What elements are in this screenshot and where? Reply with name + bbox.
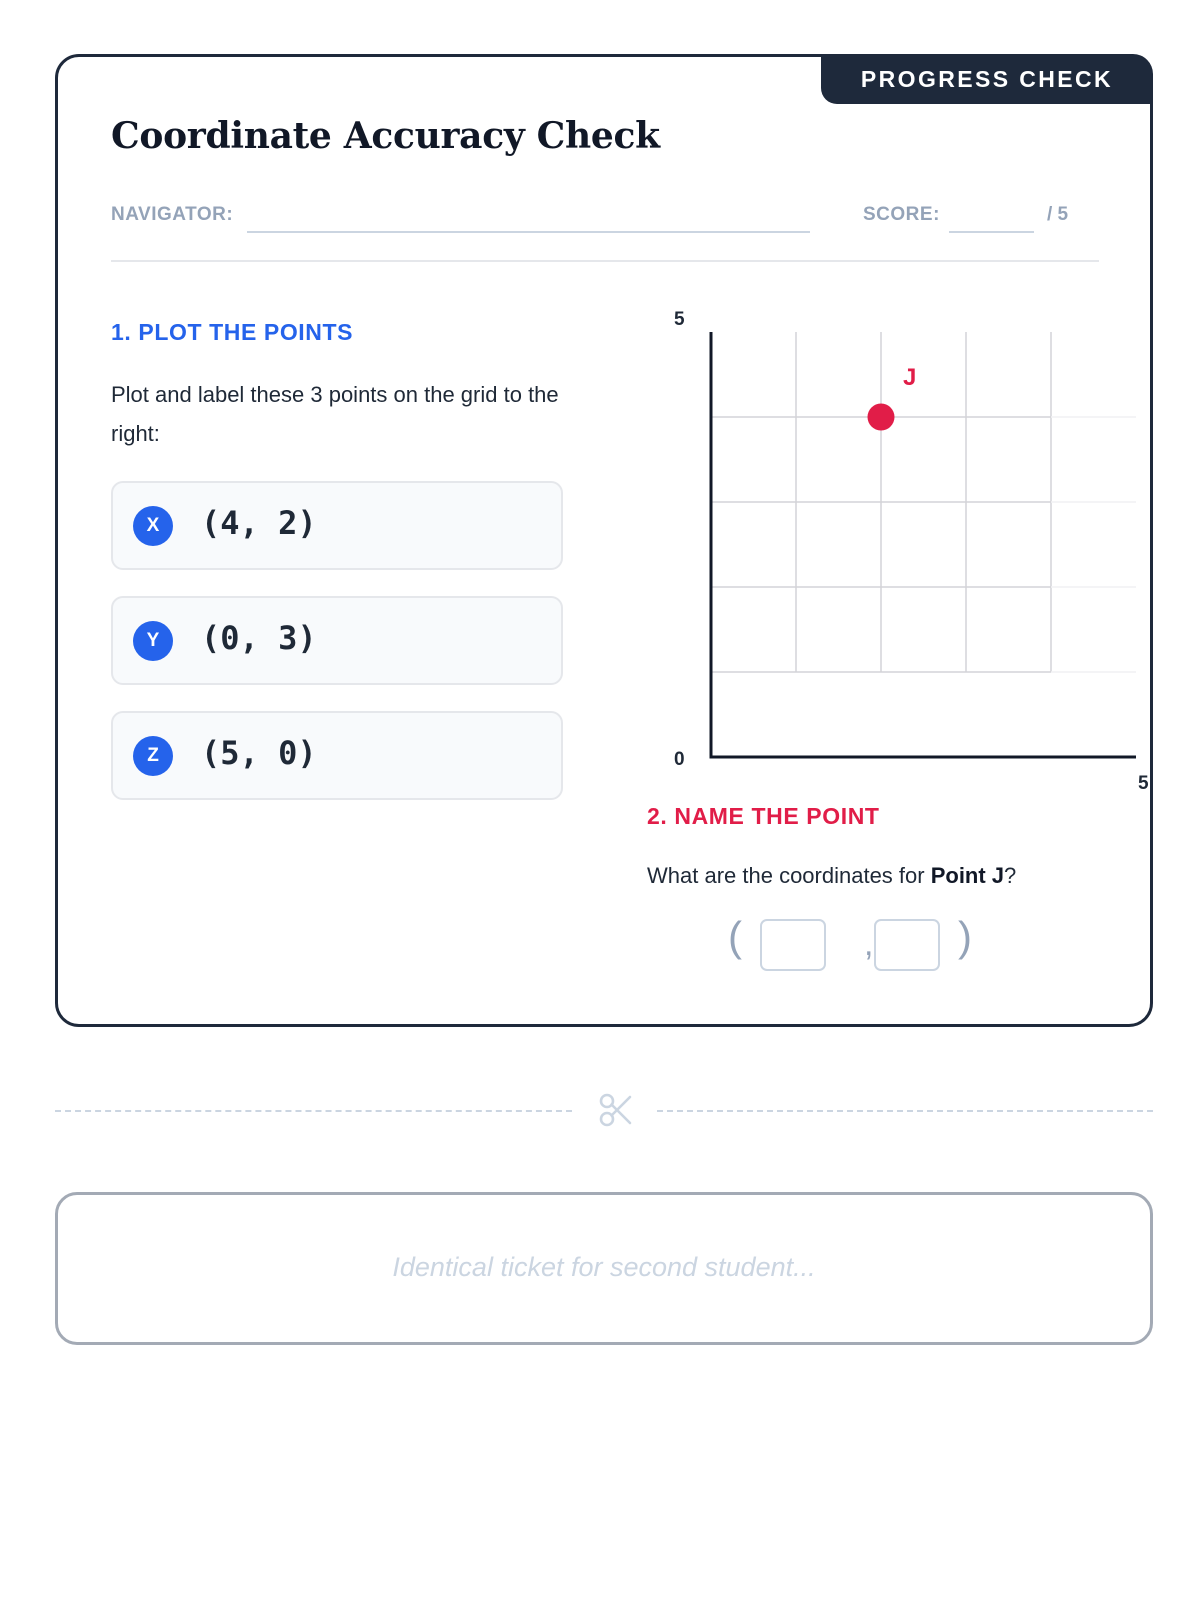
answer-comma: , [864, 925, 874, 963]
second-ticket-placeholder: Identical ticket for second student... [392, 1252, 816, 1282]
y-axis-max-label: 5 [674, 309, 685, 330]
exit-ticket [55, 54, 1153, 1027]
cut-line-right [657, 1110, 1153, 1112]
plot-points [868, 364, 917, 431]
question-mark: ? [1004, 863, 1017, 888]
close-paren: ) [958, 913, 972, 960]
answer-y-input[interactable] [874, 919, 940, 971]
navigator-label: NAVIGATOR: [111, 204, 234, 225]
section-name-question [647, 863, 1016, 889]
point-card-x [111, 481, 563, 570]
section-plot-title: 1. PLOT THE POINTS [111, 319, 354, 345]
point-coordinate: (0, 3) [201, 619, 317, 657]
question-text: What are the coordinates for [647, 863, 931, 888]
navigator-name-field[interactable] [247, 231, 810, 233]
point-card-y [111, 596, 563, 685]
score-field[interactable] [949, 231, 1034, 233]
answer-x-input[interactable] [760, 919, 826, 971]
open-paren: ( [728, 913, 742, 960]
point-label: J [903, 364, 917, 391]
point-coordinate: (5, 0) [201, 734, 317, 772]
point-card-z [111, 711, 563, 800]
score-total: / 5 [1047, 204, 1069, 225]
section-plot-instructions: Plot and label these 3 points on the grid to the right: [111, 382, 559, 446]
origin-label: 0 [674, 749, 685, 770]
ticket-title: Coordinate Accuracy Check [111, 115, 660, 157]
point-label-badge: Y [133, 621, 173, 661]
point-marker [868, 404, 895, 431]
score-label: SCORE: [863, 204, 940, 225]
axes [710, 332, 1137, 757]
second-ticket [55, 1192, 1153, 1345]
coordinate-grid[interactable] [626, 283, 1149, 794]
point-coordinate: (4, 2) [201, 504, 317, 542]
question-point-name: Point J [930, 863, 1005, 888]
x-axis-max-label: 5 [1138, 773, 1149, 794]
progress-check-badge: PROGRESS CHECK [821, 54, 1153, 104]
point-label-badge: X [133, 506, 173, 546]
scissors-icon [599, 1093, 633, 1127]
header-divider [111, 260, 1099, 262]
section-name-title: 2. NAME THE POINT [647, 803, 880, 829]
grid-lines [711, 332, 1136, 672]
point-label-badge: Z [133, 736, 173, 776]
cut-line-left [55, 1110, 572, 1112]
